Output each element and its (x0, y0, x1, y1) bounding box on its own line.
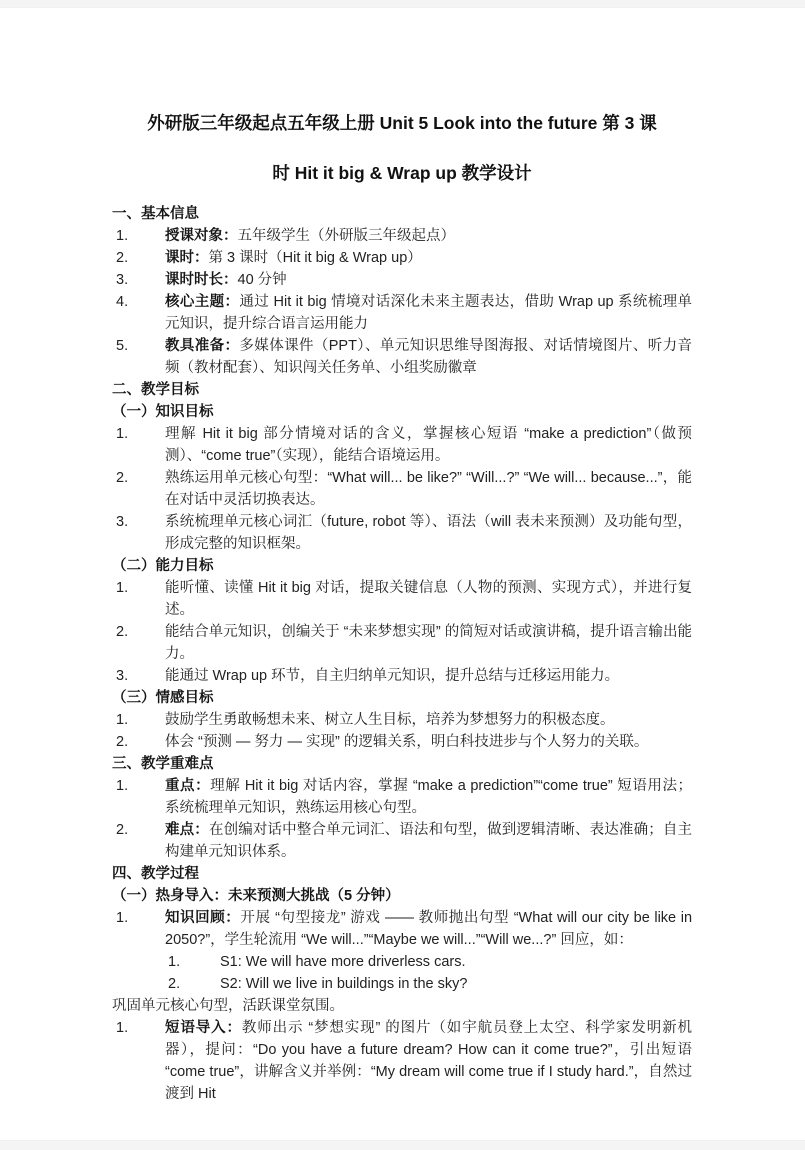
section-subheading: （一）热身导入：未来预测大挑战（5 分钟） (112, 888, 400, 904)
list-item (112, 951, 692, 973)
item-text: 多媒体课件（PPT）、单元知识思维导图海报、对话情境图片、听力音频（教材配套）、知识闯关任务单、小组奖励徽章 (165, 338, 692, 376)
item-text: S2: Will we live in buildings in the sky? (220, 976, 468, 992)
item-label: 重点： (165, 778, 211, 794)
item-number: 1. (116, 1020, 129, 1036)
item-text: 理解 Hit it big 对话内容，掌握 “make a prediction”“come true” 短语用法；系统梳理单元知识，熟练运用核心句型。 (165, 778, 692, 816)
item-text: 开展 “句型接龙” 游戏 —— 教师抛出句型 “What will our city be like in 2050?”，学生轮流用 “We will...”“Maybe we will...”“Will we...?” 回应，如： (165, 910, 693, 948)
list-item (112, 269, 692, 291)
item-number: 1. (116, 228, 129, 244)
item-text: 鼓励学生勇敢畅想未来、树立人生目标，培养为梦想努力的积极态度。 (165, 712, 615, 728)
item-text: 能听懂、读懂 Hit it big 对话，提取关键信息（人物的预测、实现方式），并进行复述。 (165, 580, 692, 618)
paragraph: 巩固单元核心句型，活跃课堂氛围。 (112, 998, 344, 1014)
list-item (112, 775, 692, 819)
item-number: 5. (116, 338, 129, 354)
list-item (112, 709, 692, 731)
item-text: 体会 “预测 — 努力 — 实现” 的逻辑关系，明白科技进步与个人努力的关联。 (165, 734, 649, 750)
item-label: 课时时长： (165, 272, 238, 288)
item-number: 2. (116, 624, 129, 640)
section-heading: 四、教学过程 (112, 866, 199, 882)
item-label: 授课对象： (165, 228, 238, 244)
item-number: 1. (116, 426, 129, 442)
list-item (112, 731, 692, 753)
list-item (112, 423, 692, 467)
item-number: 1. (116, 778, 129, 794)
document-page (0, 8, 805, 1140)
item-text: 通过 Hit it big 情境对话深化未来主题表达，借助 Wrap up 系统梳理单元知识，提升综合语言运用能力 (165, 294, 692, 332)
document-title (112, 98, 692, 198)
item-text: S1: We will have more driverless cars. (220, 954, 466, 970)
item-text: 能通过 Wrap up 环节，自主归纳单元知识，提升总结与迁移运用能力。 (165, 668, 620, 684)
section-subheading: （一）知识目标 (112, 404, 214, 420)
item-text: 在创编对话中整合单元词汇、语法和句型，做到逻辑清晰、表达准确；自主构建单元知识体系。 (165, 822, 693, 860)
document-body (112, 203, 692, 1105)
list-item (112, 511, 692, 555)
section-heading: 一、基本信息 (112, 206, 199, 222)
list-item (112, 577, 692, 621)
list-item (112, 247, 692, 269)
item-number: 2. (116, 470, 129, 486)
item-number: 3. (116, 514, 129, 530)
item-text: 第 3 课时（Hit it big & Wrap up） (208, 250, 422, 266)
item-number: 3. (116, 668, 129, 684)
list-item (112, 335, 692, 379)
item-text: 理解 Hit it big 部分情境对话的含义，掌握核心短语 “make a prediction”（做预测）、“come true”（实现），能结合语境运用。 (165, 426, 692, 464)
item-label: 难点： (165, 822, 209, 838)
item-label: 短语导入： (165, 1020, 242, 1036)
section-heading: 三、教学重难点 (112, 756, 214, 772)
item-number: 2. (116, 822, 129, 838)
item-number: 4. (116, 294, 129, 310)
list-item (112, 907, 692, 951)
item-number: 2. (116, 734, 129, 750)
section-subheading: （三）情感目标 (112, 690, 214, 706)
list-item (112, 819, 692, 863)
item-text: 教师出示 “梦想实现” 的图片（如宇航员登上太空、科学家发明新机器），提问：“Do you have a future dream? How can it come true?”，引出短语 “come true”，讲解含义并举例：“My dream will come true if I study hard.”，自然过渡到 Hit (165, 1020, 693, 1102)
item-number: 1. (116, 712, 129, 728)
list-item (112, 973, 692, 995)
document-title-line-1: 外研版三年级起点五年级上册 Unit 5 Look into the future 第 3 课 (147, 113, 657, 133)
item-label: 课时： (165, 250, 209, 266)
item-text: 能结合单元知识，创编关于 “未来梦想实现” 的简短对话或演讲稿，提升语言输出能力。 (165, 624, 692, 662)
item-number: 3. (116, 272, 129, 288)
list-item (112, 1017, 692, 1105)
list-item (112, 665, 692, 687)
section-heading: 二、教学目标 (112, 382, 199, 398)
item-number: 2. (168, 976, 181, 992)
item-label: 教具准备： (165, 338, 240, 354)
list-item (112, 291, 692, 335)
item-text: 40 分钟 (237, 272, 287, 288)
document-title-line-2: 时 Hit it big & Wrap up 教学设计 (272, 163, 532, 183)
document-content (0, 8, 805, 1105)
list-item (112, 621, 692, 665)
item-label: 核心主题： (165, 294, 240, 310)
item-number: 1. (168, 954, 181, 970)
item-text: 五年级学生（外研版三年级起点） (237, 228, 455, 244)
section-subheading: （二）能力目标 (112, 558, 214, 574)
list-item (112, 467, 692, 511)
item-number: 1. (116, 910, 129, 926)
list-item (112, 225, 692, 247)
item-text: 熟练运用单元核心句型：“What will... be like?” “Will...?” “We will... because...”，能在对话中灵活切换表达。 (165, 470, 692, 508)
item-number: 1. (116, 580, 129, 596)
item-label: 知识回顾： (165, 910, 241, 926)
item-number: 2. (116, 250, 129, 266)
item-text: 系统梳理单元核心词汇（future, robot 等）、语法（will 表未来预测）及功能句型，形成完整的知识框架。 (165, 514, 692, 552)
